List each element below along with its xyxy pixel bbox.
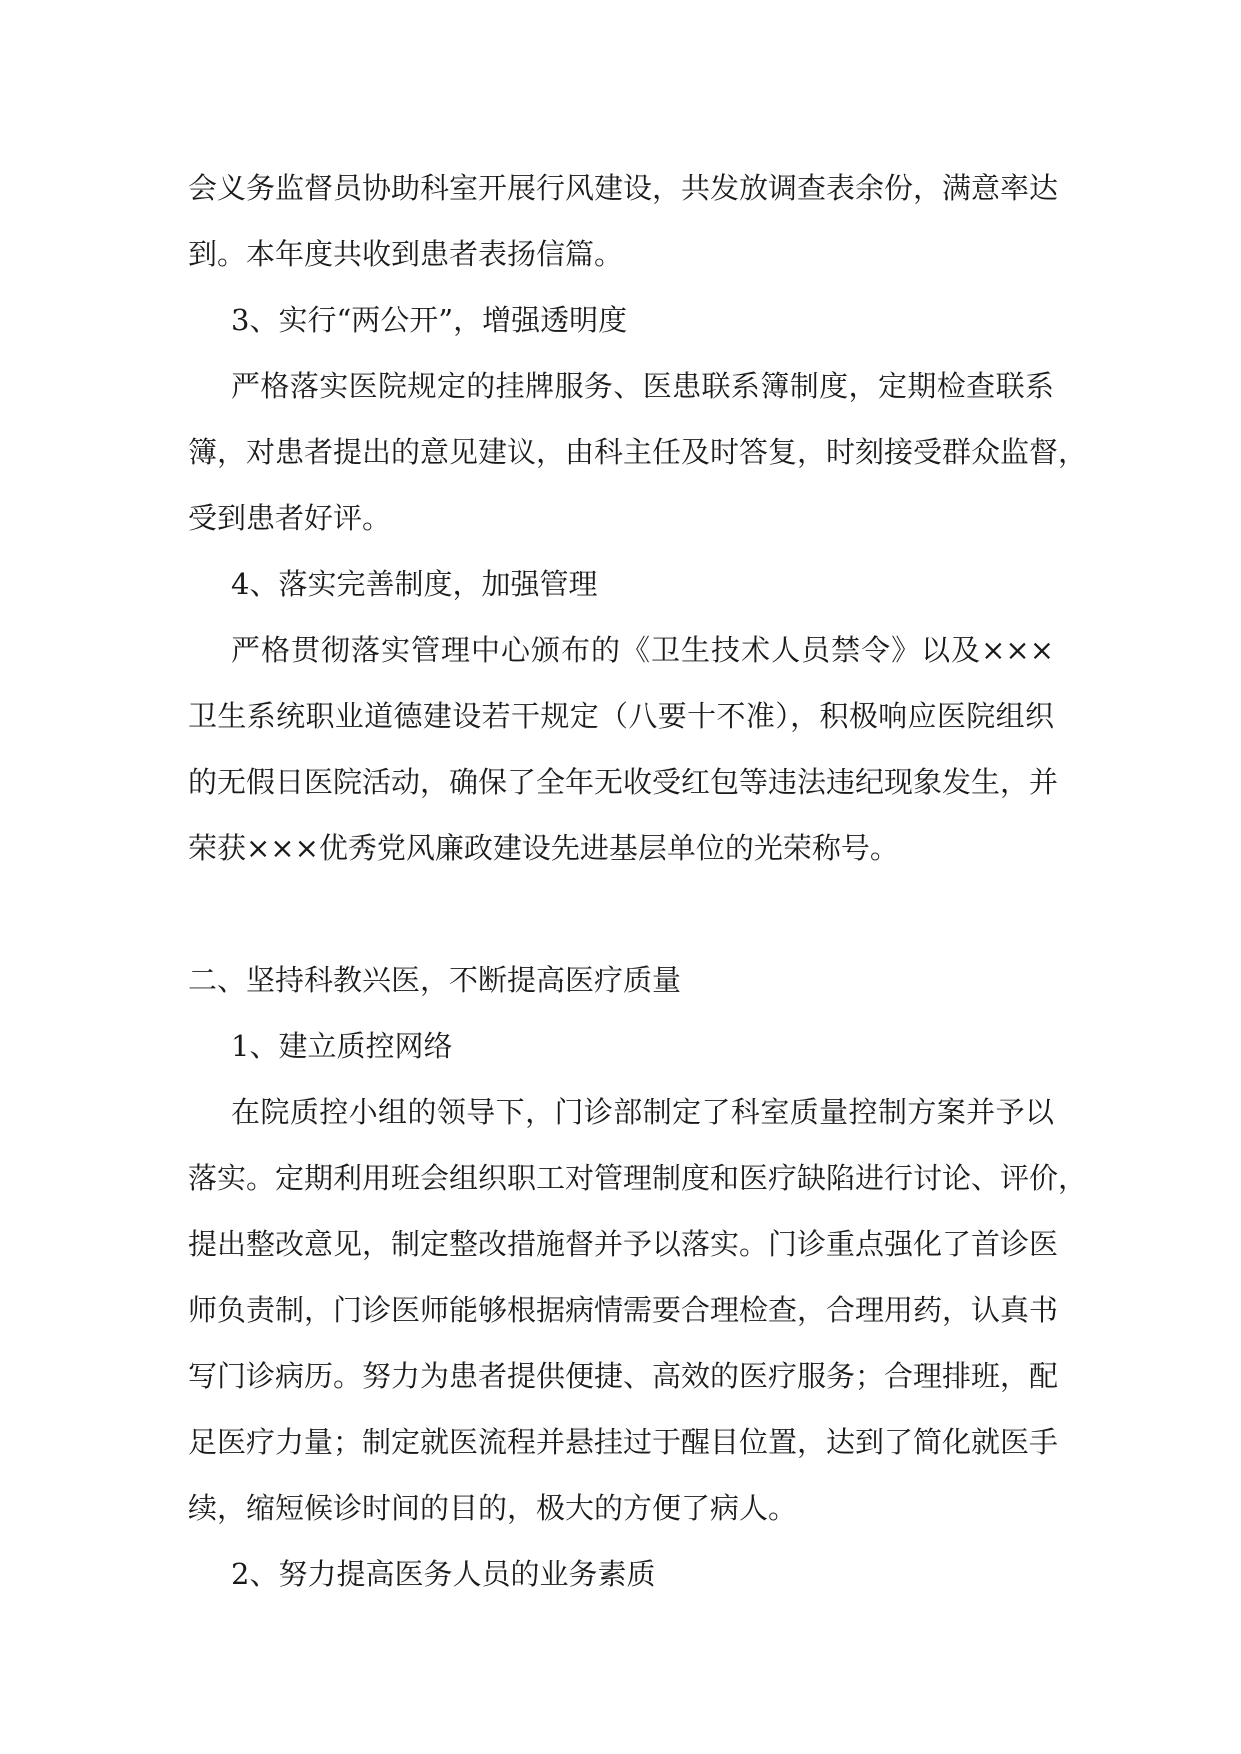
paragraph-line: 到。本年度共收到患者表扬信篇。 <box>188 237 624 271</box>
subheading: 3、实行“两公开”，增强透明度 <box>231 303 628 337</box>
subheading: 4、落实完善制度，加强管理 <box>231 567 598 601</box>
paragraph-line: 会义务监督员协助科室开展行风建设，共发放调查表余份，满意率达 <box>188 171 1059 205</box>
paragraph-line: 受到患者好评。 <box>188 501 392 535</box>
paragraph-line: 在院质控小组的领导下，门诊部制定了科室质量控制方案并予以 <box>231 1095 1054 1129</box>
paragraph-line: 师负责制，门诊医师能够根据病情需要合理检查，合理用药，认真书 <box>188 1293 1059 1327</box>
blank-line <box>188 881 1054 947</box>
subheading: 2、努力提高医务人员的业务素质 <box>231 1557 656 1591</box>
paragraph-line: 荣获×××优秀党风廉政建设先进基层单位的光荣称号。 <box>188 831 899 865</box>
paragraph-line: 写门诊病历。努力为患者提供便捷、高效的医疗服务；合理排班，配 <box>188 1359 1059 1393</box>
paragraph-line: 落实。定期利用班会组织职工对管理制度和医疗缺陷进行讨论、评价， <box>188 1161 1088 1195</box>
document-body <box>188 155 1088 1607</box>
paragraph-line: 簿，对患者提出的意见建议，由科主任及时答复，时刻接受群众监督， <box>188 435 1088 469</box>
paragraph-line: 严格贯彻落实管理中心颁布的《卫生技术人员禁令》以及××× <box>231 633 1054 667</box>
section-heading: 二、坚持科教兴医，不断提高医疗质量 <box>188 963 682 997</box>
paragraph-line: 卫生系统职业道德建设若干规定（八要十不准），积极响应医院组织 <box>188 699 1054 733</box>
paragraph-line: 严格落实医院规定的挂牌服务、医患联系簿制度，定期检查联系 <box>231 369 1054 403</box>
subheading: 1、建立质控网络 <box>231 1029 453 1063</box>
paragraph-line: 提出整改意见，制定整改措施督并予以落实。门诊重点强化了首诊医 <box>188 1227 1059 1261</box>
paragraph-line: 足医疗力量；制定就医流程并悬挂过于醒目位置，达到了简化就医手 <box>188 1425 1059 1459</box>
paragraph-line: 的无假日医院活动，确保了全年无收受红包等违法违纪现象发生，并 <box>188 765 1059 799</box>
paragraph-line: 续，缩短候诊时间的目的，极大的方便了病人。 <box>188 1491 798 1525</box>
